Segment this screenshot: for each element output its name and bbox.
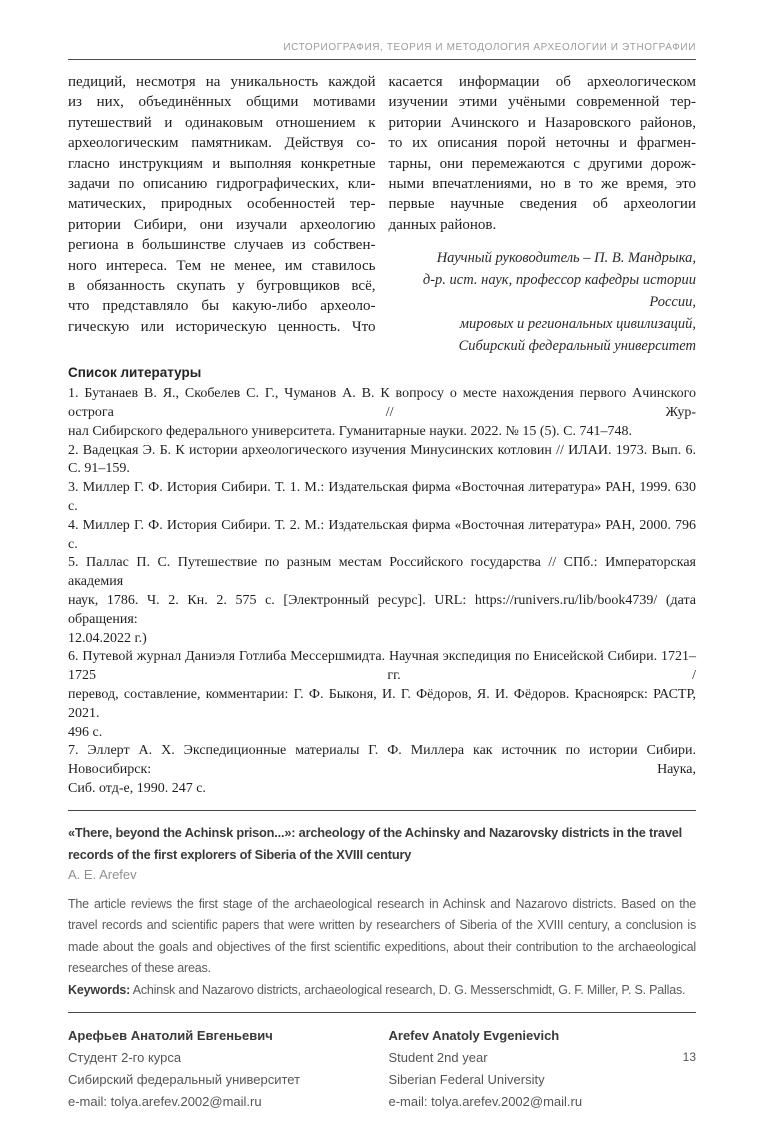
- article-body: [68, 72, 696, 357]
- article-column-right: касается информации об археологическом изучении этими учёными современной тер- ритории Ачинского и Назаровского районов, то их описания порой неточны и фрагмен- тарны, они перемежаются с другими дорож- ными впечатлениями, но в то же время, это первые научные сведения об археологии данных районов.: [388, 74, 696, 233]
- contact-card-en: [389, 1025, 697, 1113]
- contact-name-en: Arefev Anatoly Evgenievich: [388, 1028, 560, 1044]
- reference-item: 6. Путевой журнал Даниэля Готлиба Мессершмидта. Научная экспедиция по Енисейской Сибири. 1721–1725 гг. / перевод, составление, комментарии: Г. Ф. Быконя, И. Г. Фёдоров, Я. И. Фёдоров. Красноярск: РАСТР, 2021. 496 с.: [68, 649, 696, 740]
- contact-details-en: Student 2nd year Siberian Federal University e-mail: tolya.arefev.2002@mail.ru: [388, 1050, 583, 1110]
- reference-item: 5. Паллас П. С. Путешествие по разным местам Российского государства // СПб.: Императорская академия наук, 1786. Ч. 2. Кн. 2. 575 с. [Электронный ресурс]. URL: https://runivers.ru/lib/book4739/ (дата обращения: 12.04.2022 г.): [68, 555, 696, 646]
- references-section: [68, 365, 696, 799]
- reference-item: 3. Миллер Г. Ф. История Сибири. Т. 1. М.: Издательская фирма «Восточная литература» РАН, 1999. 630 с.: [68, 480, 696, 515]
- references-heading: Список литературы: [68, 365, 202, 381]
- section-divider-top: [68, 810, 696, 811]
- journal-page: [0, 42, 764, 1122]
- english-abstract-section: [68, 822, 696, 1002]
- page-number: 13: [682, 1050, 696, 1064]
- contact-card-ru: [68, 1025, 376, 1113]
- references-list: [68, 385, 696, 799]
- article-column-left: педиций, несмотря на уникальность каждой из них, объединённых общими мотивами путешествий и одинаковым отношением к археологическим памятникам. Действуя со- гласно инструкциям и выполняя конкретные задачи по описанию гидрографических, кли- матических, природных особенностей тер- ритории Сибири, они изучали археологию региона в большинстве случаев из собствен- ного интереса. Тем не менее, им ставилось в обязанность скупать у бугровщиков всё, что представляло бы какую-либо археоло- гическую или историческую ценность. Что: [68, 74, 376, 335]
- article-column-right-wrap: [389, 72, 697, 357]
- contacts-section: [68, 1025, 696, 1113]
- article-title-en: «There, beyond the Achinsk prison...»: archeology of the Achinsky and Nazarovsky districts in the travel records of the first explorers of Siberia of the XVIII century: [68, 824, 683, 862]
- contact-details-ru: Студент 2-го курса Сибирский федеральный университет e-mail: tolya.arefev.2002@mail.ru: [68, 1050, 301, 1110]
- keywords-line: [68, 980, 696, 1002]
- reference-item: 2. Вадецкая Э. Б. К истории археологического изучения Минусинских котловин // ИЛАИ. 1973. Вып. 6. С. 91–159.: [68, 442, 696, 477]
- page-header: [68, 42, 696, 60]
- reference-item: 1. Бутанаев В. Я., Скобелев С. Г., Чуманов А. В. К вопросу о месте нахождения первого Ачинского острога // Жур- нал Сибирского федерального университета. Гуманитарные науки. 2022. № 15 (5). С. 741–748.: [68, 386, 696, 439]
- abstract-text: The article reviews the first stage of the archaeological research in Achinsk and Nazarovo districts. Based on the travel records and scientific papers that were written by researchers of Siberia of the XVIII century, a conclusion is made about the goals and objectives of the first scientific expeditions, about their contribution to the archaeological researches of these areas.: [68, 896, 696, 976]
- journal-section-title: ИСТОРИОГРАФИЯ, ТЕОРИЯ И МЕТОДОЛОГИЯ АРХЕОЛОГИИ И ЭТНОГРАФИИ: [283, 42, 696, 53]
- supervisor-attribution: Научный руководитель – П. В. Мандрыка, д-р. ист. наук, профессор кафедры истории России, мировых и региональных цивилизаций, Сибирский федеральный университет: [422, 250, 696, 355]
- author-name-en-short: A. E. Arefev: [68, 866, 137, 882]
- keywords-text: Achinsk and Nazarovo districts, archaeological research, D. G. Messerschmidt, G. F. Miller, P. S. Pallas.: [130, 982, 686, 997]
- reference-item: 7. Эллерт А. Х. Экспедиционные материалы Г. Ф. Миллера как источник по истории Сибири. Новосибирск: Наука, Сиб. отд-е, 1990. 247 с.: [68, 743, 696, 796]
- contact-name-ru: Арефьев Анатолий Евгеньевич: [68, 1028, 273, 1044]
- reference-item: 4. Миллер Г. Ф. История Сибири. Т. 2. М.: Издательская фирма «Восточная литература» РАН, 2000. 796 с.: [68, 517, 696, 552]
- section-divider-bottom: [68, 1012, 696, 1013]
- keywords-label: Keywords:: [68, 982, 131, 997]
